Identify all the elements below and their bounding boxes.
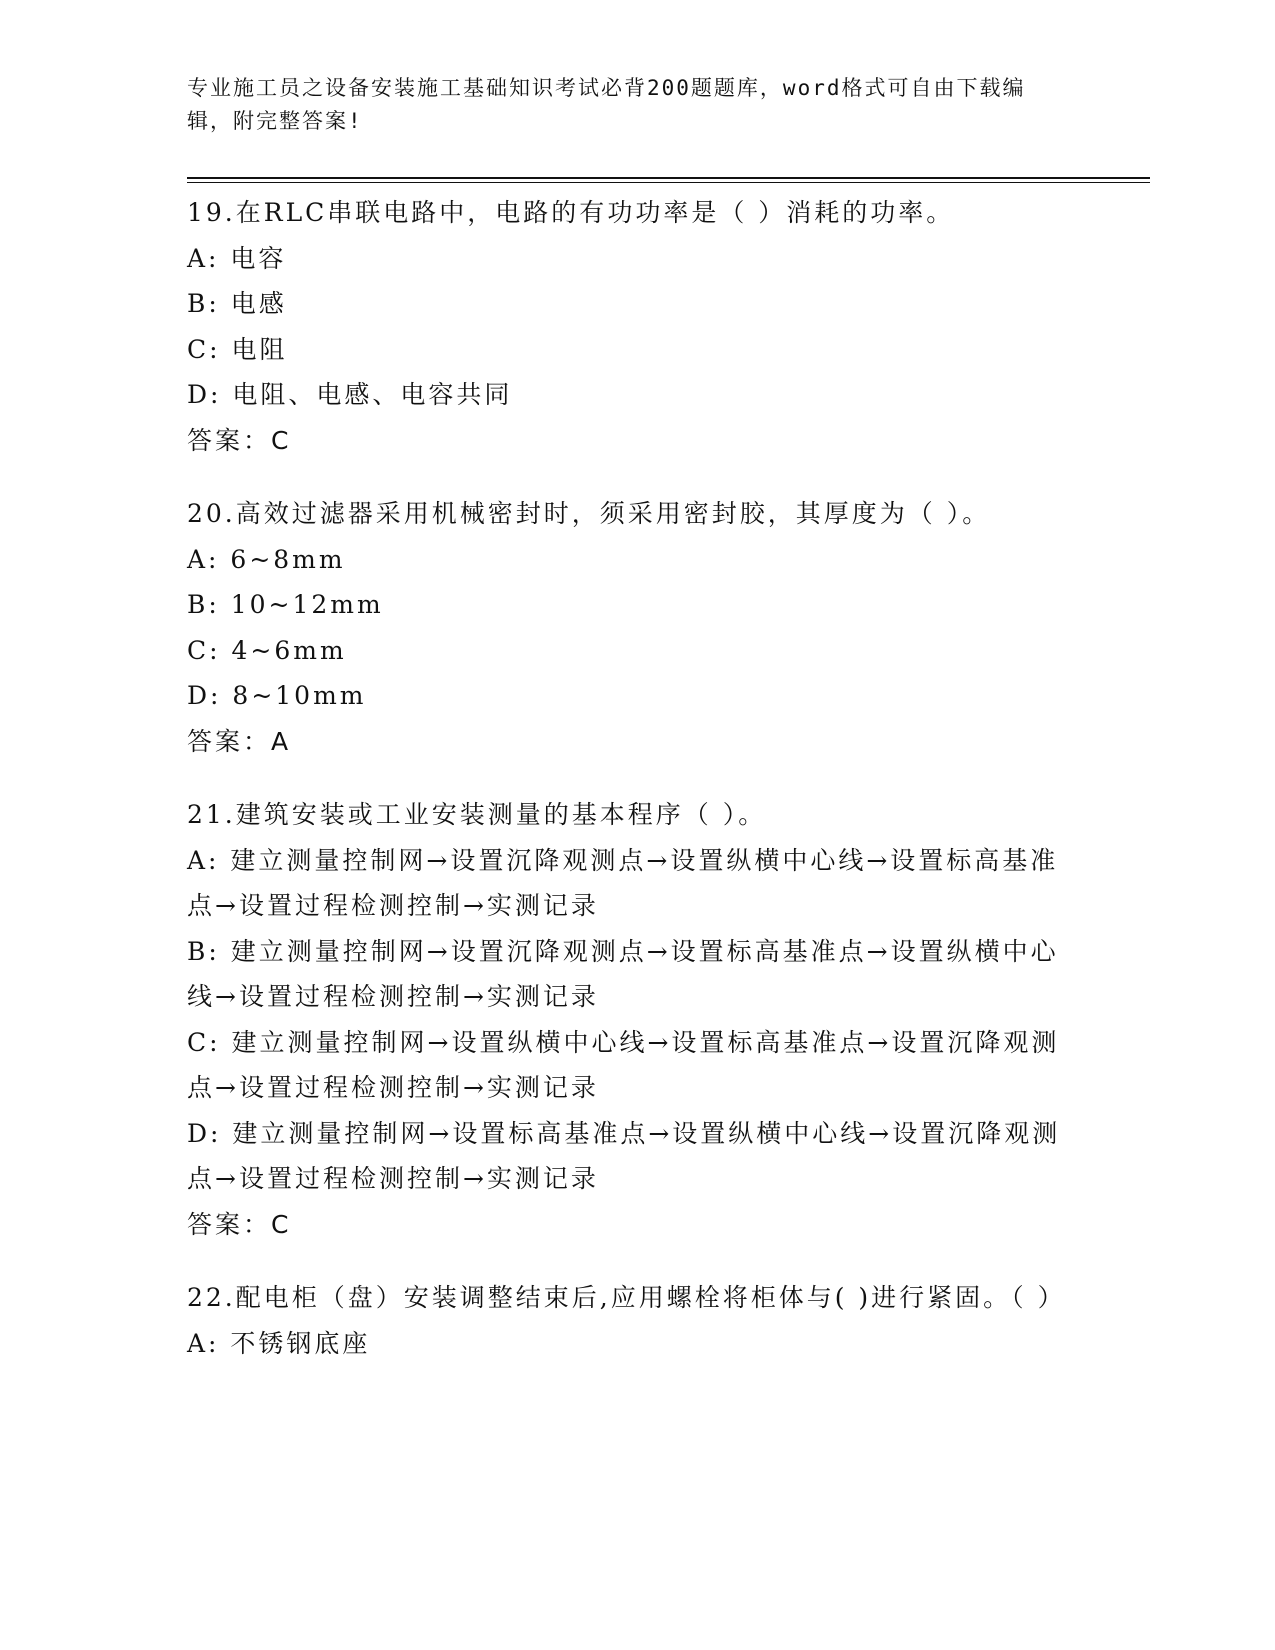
question-list — [187, 190, 1067, 1394]
option-a: A: 6~8mm — [187, 544, 346, 574]
question-text: 22.配电柜（盘）安装调整结束后,应用螺栓将柜体与( )进行紧固。（ ） — [187, 1283, 1066, 1312]
option-d: D: 电阻、电感、电容共同 — [187, 380, 513, 409]
header-divider-thick — [187, 177, 1150, 179]
question-text: 19.在RLC串联电路中，电路的有功功率是（ ）消耗的功率。 — [187, 198, 955, 227]
header-divider-thin — [187, 182, 1150, 183]
question-20 — [187, 491, 1067, 764]
option-a: A: 建立测量控制网→设置沉降观测点→设置纵横中心线→设置标高基准点→设置过程检测控制→实测记录 — [187, 845, 1059, 920]
option-c: C: 4~6mm — [187, 635, 347, 665]
answer: 答案：A — [187, 726, 292, 756]
question-text: 20.高效过滤器采用机械密封时，须采用密封胶，其厚度为（ ）。 — [187, 499, 991, 528]
document-intro: 专业施工员之设备安装施工基础知识考试必背200题题库，word格式可自由下载编辑，附完整答案! — [187, 76, 1026, 133]
question-22 — [187, 1275, 1067, 1366]
question-text: 21.建筑安装或工业安装测量的基本程序（ ）。 — [187, 800, 767, 829]
option-d: D: 8~10mm — [187, 681, 367, 710]
question-19 — [187, 190, 1067, 463]
question-21 — [187, 792, 1067, 1247]
option-b: B: 电感 — [187, 289, 287, 318]
option-c: C: 电阻 — [187, 334, 288, 364]
option-a: A: 电容 — [187, 243, 287, 273]
option-b: B: 10~12mm — [187, 590, 384, 619]
option-c: C: 建立测量控制网→设置纵横中心线→设置标高基准点→设置沉降观测点→设置过程检测控制→实测记录 — [187, 1027, 1060, 1102]
option-b: B: 建立测量控制网→设置沉降观测点→设置标高基准点→设置纵横中心线→设置过程检测控制→实测记录 — [187, 936, 1059, 1011]
answer: 答案：C — [187, 425, 292, 455]
option-a: A: 不锈钢底座 — [187, 1328, 371, 1358]
option-d: D: 建立测量控制网→设置标高基准点→设置纵横中心线→设置沉降观测点→设置过程检测控制→实测记录 — [187, 1118, 1061, 1193]
answer: 答案：C — [187, 1209, 292, 1239]
